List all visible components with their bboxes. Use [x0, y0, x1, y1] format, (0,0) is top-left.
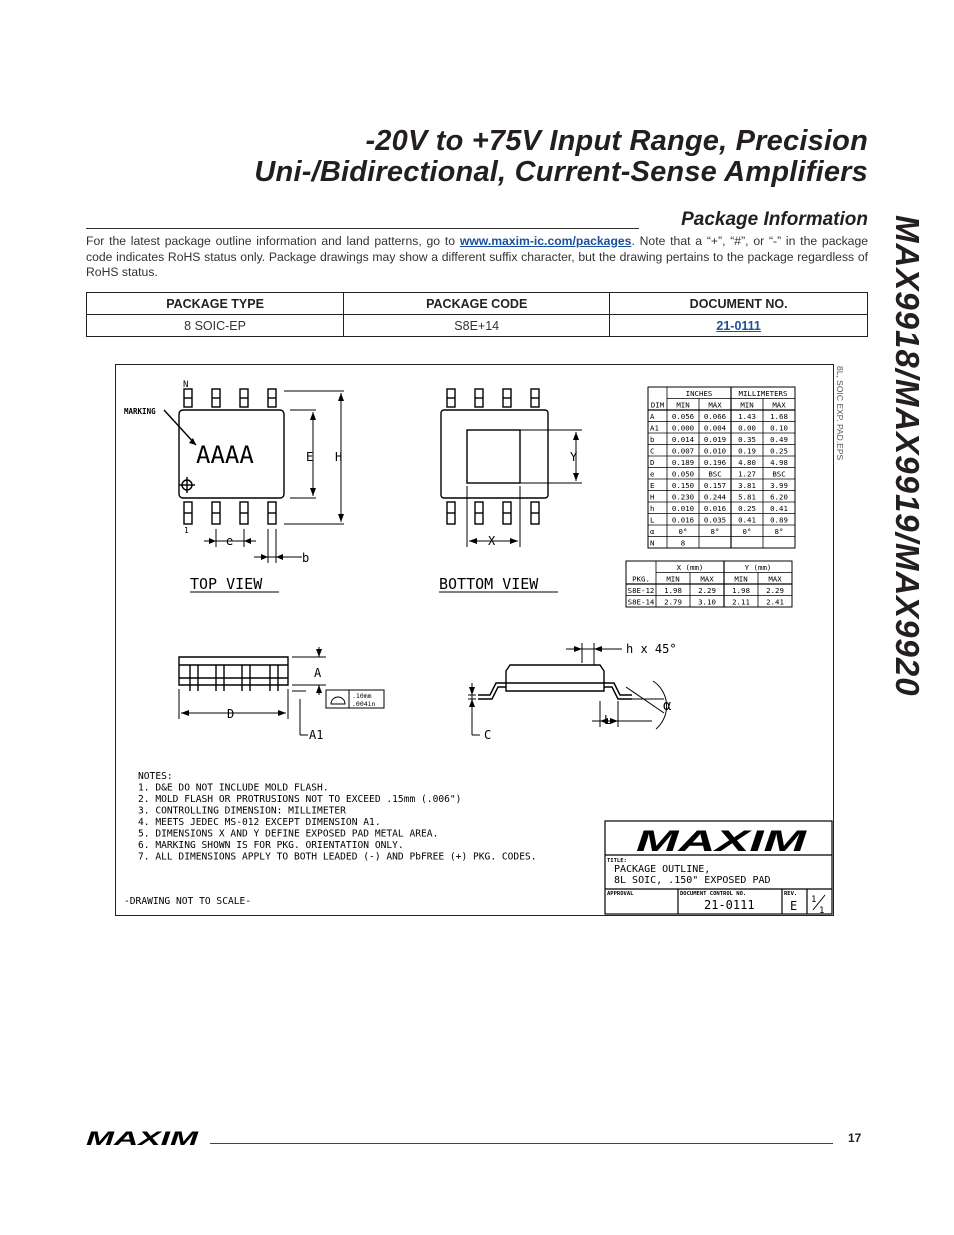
table-header-cell: MIN — [676, 400, 690, 410]
table-cell: 0.056 — [671, 412, 695, 421]
table-group-label: Y (mm) — [744, 563, 772, 572]
table-cell: 0.25 — [738, 504, 756, 513]
table-cell: N — [650, 538, 655, 548]
table-cell: 0.25 — [770, 446, 788, 456]
approval-label: APPROVAL — [607, 891, 634, 897]
table-cell: 1.27 — [738, 469, 756, 479]
table-cell: 4.98 — [770, 458, 788, 467]
table-cell: 0.157 — [703, 481, 727, 490]
note-line: 1. D&E DO NOT INCLUDE MOLD FLASH. — [138, 782, 329, 794]
side-part-numbers: MAX9918/MAX9919/MAX9920 — [889, 215, 926, 697]
table-header-cell: MIN — [734, 574, 748, 584]
table-cell: 1.68 — [770, 412, 788, 421]
table-cell: 0.066 — [703, 412, 727, 421]
table-header-cell: MIN — [666, 574, 680, 584]
label-dim-H: H — [335, 450, 343, 464]
intro-text-before: For the latest package outline information and land patterns, go to — [86, 234, 460, 248]
table-cell: 0.196 — [703, 458, 727, 467]
note-line: 4. MEETS JEDEC MS-012 EXCEPT DIMENSION A1. — [138, 817, 381, 828]
table-cell: 0.035 — [703, 515, 727, 525]
table-cell: 2.29 — [766, 586, 784, 595]
packages-link[interactable]: www.maxim-ic.com/packages — [459, 234, 632, 248]
header-package-type: PACKAGE TYPE — [87, 293, 344, 315]
table-cell: 0.016 — [703, 504, 727, 513]
sheet-number: 1 — [811, 895, 817, 905]
table-cell: 0° — [742, 527, 752, 536]
label-dim-L: L — [604, 713, 612, 727]
label-tolerance-in: .004in — [352, 700, 376, 708]
table-header-cell: MAX — [768, 574, 782, 584]
table-cell: 5.81 — [738, 492, 756, 502]
maxim-logo-block — [636, 825, 808, 858]
table-cell: 0.244 — [703, 492, 727, 502]
title-block-logo: MAXIM — [636, 825, 808, 858]
footer-logo-text: MAXIM — [86, 1129, 200, 1147]
table-cell: 6.20 — [770, 492, 788, 502]
table-cell: S8E-12 — [627, 586, 655, 595]
table-cell: 0.007 — [671, 446, 695, 456]
section-rule — [86, 228, 639, 229]
label-dim-X: X — [488, 534, 496, 548]
drawing-file-label: 8L, SOIC EXP. PAD.EPS — [835, 366, 845, 461]
table-cell: D — [650, 458, 655, 467]
table-cell: S8E-14 — [627, 597, 655, 607]
package-table-header — [87, 293, 868, 315]
table-cell: 8° — [774, 527, 784, 536]
table-cell: 0.010 — [703, 446, 727, 456]
section-title: Package Information — [681, 209, 868, 230]
header-document-no: DOCUMENT NO. — [610, 293, 868, 315]
table-cell: 2.11 — [732, 597, 750, 607]
table-cell: 2.79 — [664, 597, 682, 607]
table-cell: h — [650, 504, 655, 513]
cell-package-type: 8 SOIC-EP — [87, 315, 344, 337]
label-n: N — [183, 380, 189, 390]
package-outline-drawing — [115, 364, 834, 916]
cell-document-no — [610, 315, 868, 337]
doc-control-number: 21-0111 — [704, 898, 755, 912]
label-e: e — [226, 534, 234, 548]
note-line: 2. MOLD FLASH OR PROTRUSIONS NOT TO EXCEED .15mm (.006") — [138, 794, 462, 805]
table-cell: 8 — [680, 538, 686, 548]
label-dim-D: D — [227, 707, 235, 721]
dimension-table — [648, 387, 795, 548]
note-line: 7. ALL DIMENSIONS APPLY TO BOTH LEADED (-) AND PbFREE (+) PKG. CODES. — [138, 851, 537, 863]
table-header-cell: MIN — [740, 400, 754, 410]
table-cell: 2.41 — [766, 597, 784, 607]
notes — [138, 771, 537, 863]
table-cell: 0.014 — [671, 435, 695, 444]
table-cell: 1.98 — [664, 586, 682, 595]
table-group-label: X (mm) — [676, 563, 704, 572]
table-cell: 0.016 — [671, 515, 695, 525]
table-cell: b — [650, 435, 655, 444]
title-line-1: PACKAGE OUTLINE, — [614, 864, 711, 875]
label-dim-E: E — [306, 450, 314, 464]
table-cell: 4.80 — [738, 458, 756, 467]
table-cell: BSC — [708, 469, 722, 479]
page-title-line-2: Uni-/Bidirectional, Current-Sense Amplifiers — [254, 156, 868, 188]
note-line: NOTES: — [138, 771, 173, 782]
label-bottom-view: BOTTOM VIEW — [439, 575, 539, 593]
maxim-logo — [86, 1129, 200, 1147]
title-label: TITLE: — [607, 858, 627, 864]
table-header-cell: DIM — [650, 400, 665, 410]
table-cell: L — [650, 515, 655, 525]
label-tolerance-mm: .10mm — [352, 692, 372, 700]
table-header-cell: MAX — [772, 400, 786, 410]
label-alpha: α — [663, 698, 672, 714]
footer-rule — [210, 1143, 833, 1144]
not-to-scale-note: -DRAWING NOT TO SCALE- — [124, 896, 252, 907]
table-cell: 0° — [678, 527, 688, 536]
label-dim-b: b — [302, 551, 310, 565]
table-cell: 0.35 — [738, 435, 756, 444]
table-header-cell: PKG. — [632, 574, 650, 584]
label-top-view: TOP VIEW — [190, 575, 263, 593]
table-header-cell: MAX — [708, 400, 722, 410]
pad-size-table — [626, 561, 792, 607]
page-title-line-1: -20V to +75V Input Range, Precision — [365, 125, 868, 157]
table-cell: 0.10 — [770, 423, 788, 433]
table-header-cell: MAX — [700, 574, 714, 584]
table-cell: 3.99 — [770, 481, 788, 490]
label-dim-Y: Y — [570, 450, 578, 464]
table-cell: 0.189 — [671, 458, 695, 467]
table-cell: 0.150 — [671, 481, 695, 490]
table-cell: 0.41 — [738, 515, 756, 525]
label-dim-A: A — [314, 666, 322, 680]
table-cell: 3.81 — [738, 481, 756, 490]
table-cell: 0.230 — [671, 492, 695, 502]
table-cell: 3.10 — [698, 597, 716, 607]
intro-paragraph — [86, 234, 868, 281]
page-number: 17 — [848, 1131, 862, 1145]
table-cell: C — [650, 446, 655, 456]
table-cell: e — [650, 469, 655, 479]
note-line: 5. DIMENSIONS X AND Y DEFINE EXPOSED PAD METAL AREA. — [138, 828, 439, 840]
label-pin-1: 1 — [184, 526, 189, 535]
table-cell: 0.41 — [770, 504, 788, 513]
revision: E — [790, 899, 798, 913]
table-cell: 1.98 — [732, 586, 750, 595]
table-cell: 0.49 — [770, 435, 788, 444]
rev-label: REV. — [784, 891, 798, 897]
label-h45: h x 45° — [626, 642, 677, 656]
table-cell: 2.29 — [698, 586, 716, 595]
table-cell: 8° — [710, 527, 720, 536]
outline-svg — [116, 365, 833, 915]
table-group-label: INCHES — [685, 389, 713, 398]
table-row — [87, 315, 868, 337]
table-cell: A — [650, 412, 655, 421]
table-cell: E — [650, 481, 655, 490]
table-cell: 0.050 — [671, 469, 695, 479]
label-dim-A1: A1 — [309, 728, 324, 742]
table-cell: A1 — [650, 423, 659, 433]
table-cell: H — [650, 492, 655, 502]
cell-package-code: S8E+14 — [344, 315, 610, 337]
table-cell: 0.00 — [738, 423, 756, 433]
sheet-total: 1 — [819, 906, 825, 915]
label-dim-C: C — [484, 728, 492, 742]
label-aaaa: AAAA — [196, 441, 254, 469]
title-line-2: 8L SOIC, .150" EXPOSED PAD — [614, 875, 771, 886]
header-package-code: PACKAGE CODE — [344, 293, 610, 315]
note-line: 6. MARKING SHOWN IS FOR PKG. ORIENTATION ONLY. — [138, 840, 404, 851]
table-group-label: MILLIMETERS — [738, 389, 788, 398]
intro-text-after: . Note that a “+”, “#”, or “-” in the package code indicates RoHS status only. Package drawings may show a different suffix character, but the drawing pertains to the package regardless of RoHS status. — [86, 234, 868, 280]
table-cell: α — [650, 527, 655, 536]
table-cell: BSC — [772, 469, 786, 479]
table-cell: 0.004 — [703, 423, 727, 433]
table-cell: 0.19 — [738, 446, 756, 456]
table-cell: 0.000 — [671, 423, 695, 433]
table-cell: 0.019 — [703, 435, 727, 444]
table-cell: 0.89 — [770, 515, 788, 525]
note-line: 3. CONTROLLING DIMENSION: MILLIMETER — [138, 805, 346, 817]
label-marking: MARKING — [124, 407, 156, 416]
package-table — [86, 292, 868, 337]
doc-control-label: DOCUMENT CONTROL NO. — [680, 891, 747, 897]
table-cell: 0.010 — [671, 504, 695, 513]
table-cell: 1.43 — [738, 412, 756, 421]
document-link[interactable]: 21-0111 — [716, 318, 761, 333]
